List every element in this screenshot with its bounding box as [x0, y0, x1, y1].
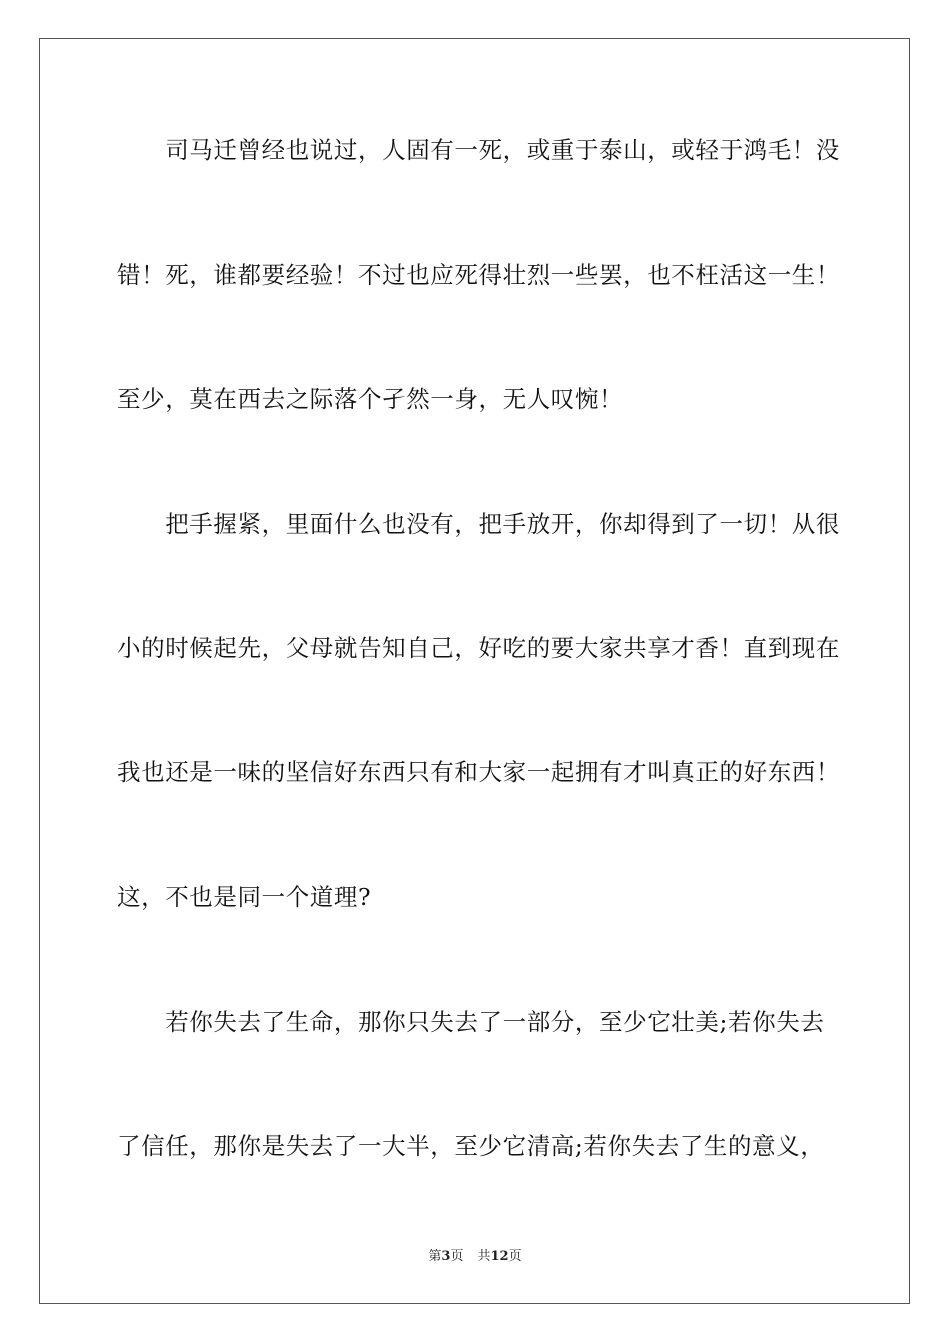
page-prefix: 第 [428, 1249, 442, 1264]
paragraph-2-line-1: 把手握紧，里面什么也没有，把手放开，你却得到了一切！从很 [117, 510, 840, 538]
page-border [39, 38, 910, 1304]
paragraph-2-line-4: 这，不也是同一个道理? [117, 883, 372, 911]
page-footer [0, 1248, 950, 1266]
page-suffix: 页 [450, 1249, 464, 1264]
paragraph-1-line-1: 司马迁曾经也说过，人固有一死，或重于泰山，或轻于鸿毛！没 [117, 136, 840, 164]
paragraph-3-line-1: 若你失去了生命，那你只失去了一部分，至少它壮美;若你失去 [117, 1008, 825, 1036]
total-prefix: 共 [477, 1249, 491, 1264]
paragraph-1-line-3: 至少，莫在西去之际落个孑然一身，无人叹惋！ [117, 385, 624, 413]
paragraph-3-line-2: 了信任，那你是失去了一大半，至少它清高;若你失去了生的意义， [117, 1132, 825, 1160]
total-pages: 12 [490, 1249, 509, 1264]
paragraph-2-line-2: 小的时候起先，父母就告知自己，好吃的要大家共享才香！直到现在 [117, 634, 840, 662]
paragraph-1-line-2: 错！死，谁都要经验！不过也应死得壮烈一些罢，也不枉活这一生！ [117, 261, 840, 289]
total-suffix: 页 [508, 1249, 522, 1264]
paragraph-2-line-3: 我也还是一味的坚信好东西只有和大家一起拥有才叫真正的好东西！ [117, 758, 840, 786]
page-number: 3 [441, 1249, 451, 1264]
